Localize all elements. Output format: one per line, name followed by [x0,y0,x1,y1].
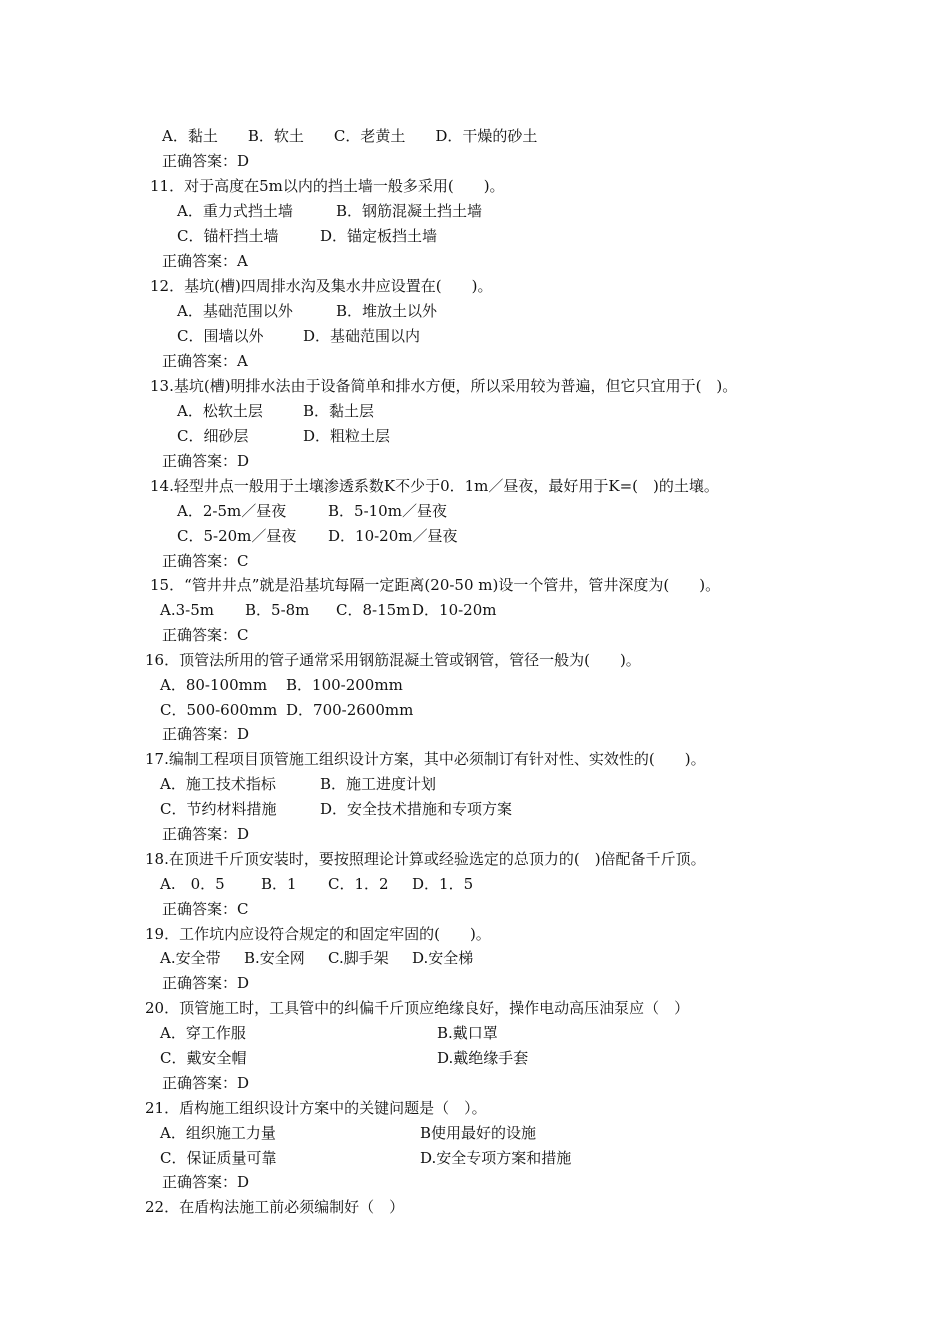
q17-option-d: D．安全技术措施和专项方案 [320,800,513,818]
q19-option-a: A.安全带 [160,949,221,967]
q12-option-c: C．围墙以外 [177,327,264,345]
q11-answer: 正确答案：A [162,252,248,270]
q13-answer: 正确答案：D [162,452,250,470]
question-16: 16．顶管法所用的管子通常采用钢筋混凝土管或钢管，管径一般为( )。 [145,651,641,669]
q18-option-b: B．1 [261,875,297,893]
q17-option-b: B．施工进度计划 [320,775,437,793]
q18-option-a: A. 0．5 [160,875,225,893]
question-14: 14.轻型井点一般用于土壤渗透系数K不少于0．1m／昼夜，最好用于K=( )的土壤。 [150,477,719,495]
question-13: 13.基坑(槽)明排水法由于设备简单和排水方便，所以采用较为普遍，但它只宜用于( )。 [150,377,738,395]
q11-option-c: C．锚杆挡土墙 [177,227,279,245]
options-line: A．黏土 B．软土 C．老黄土 D．干燥的砂土 [162,127,538,145]
q15-option-b: B．5-8m [245,601,310,619]
q13-option-a: A．松软土层 [177,402,263,420]
q16-option-b: B．100-200mm [286,676,403,694]
q17-option-c: C．节约材料措施 [160,800,277,818]
q14-option-c: C．5-20m／昼夜 [177,527,297,545]
q11-option-b: B．钢筋混凝土挡土墙 [336,202,483,220]
q16-option-a: A．80-100mm [160,676,268,694]
q17-answer: 正确答案：D [162,825,250,843]
q13-option-c: C．细砂层 [177,427,249,445]
q20-option-d: D.戴绝缘手套 [437,1049,529,1067]
q15-option-c: C．8-15m [336,601,411,619]
question-17: 17.编制工程项目顶管施工组织设计方案，其中必须制订有针对性、实效性的( )。 [145,750,706,768]
q19-answer: 正确答案：D [162,974,250,992]
q14-answer: 正确答案：C [162,552,249,570]
question-11: 11．对于高度在5m以内的挡土墙一般多采用( )。 [150,177,505,195]
q19-option-c: C.脚手架 [328,949,389,967]
q12-answer: 正确答案：A [162,352,248,370]
answer-line: 正确答案：D [162,152,250,170]
question-20: 20．顶管施工时，工具管中的纠偏千斤顶应绝缘良好，操作电动高压油泵应（ ） [145,999,690,1017]
q18-option-c: C．1．2 [328,875,389,893]
q11-option-a: A．重力式挡土墙 [177,202,293,220]
q16-answer: 正确答案：D [162,725,250,743]
question-12: 12．基坑(槽)四周排水沟及集水井应设置在( )。 [150,277,493,295]
q13-option-d: D．粗粒土层 [303,427,391,445]
q21-option-c: C．保证质量可靠 [160,1149,277,1167]
q19-option-d: D.安全梯 [412,949,474,967]
q12-option-d: D．基础范围以内 [303,327,421,345]
q20-option-c: C．戴安全帽 [160,1049,247,1067]
q19-option-b: B.安全网 [244,949,305,967]
q14-option-d: D．10-20m／昼夜 [328,527,458,545]
q15-option-a: A.3-5m [160,601,214,619]
q16-option-d: D．700-2600mm [286,701,414,719]
q18-option-d: D．1．5 [412,875,474,893]
q20-option-a: A．穿工作服 [160,1024,246,1042]
q21-answer: 正确答案：D [162,1173,250,1191]
question-22: 22．在盾构法施工前必须编制好（ ） [145,1198,405,1216]
q21-option-b: B使用最好的设施 [420,1124,537,1142]
q18-answer: 正确答案：C [162,900,249,918]
q15-option-d: D．10-20m [412,601,497,619]
question-15: 15．“管井井点”就是沿基坑每隔一定距离(20-50 m)设一个管井，管井深度为( )。 [150,576,721,594]
question-21: 21．盾构施工组织设计方案中的关键问题是（ ）。 [145,1099,487,1117]
q12-option-b: B．堆放土以外 [336,302,438,320]
q16-option-c: C．500-600mm [160,701,278,719]
q21-option-a: A．组织施工力量 [160,1124,276,1142]
q14-option-a: A．2-5m／昼夜 [177,502,287,520]
q11-option-d: D．锚定板挡土墙 [320,227,438,245]
q20-option-b: B.戴口罩 [437,1024,498,1042]
q15-answer: 正确答案：C [162,626,249,644]
q12-option-a: A．基础范围以外 [177,302,293,320]
q13-option-b: B．黏土层 [303,402,375,420]
q20-answer: 正确答案：D [162,1074,250,1092]
q17-option-a: A．施工技术指标 [160,775,276,793]
q21-option-d: D.安全专项方案和措施 [420,1149,572,1167]
q14-option-b: B．5-10m／昼夜 [328,502,447,520]
question-19: 19．工作坑内应设符合规定的和固定牢固的( )。 [145,925,491,943]
question-18: 18.在顶进千斤顶安装时，要按照理论计算或经验选定的总顶力的( )倍配备千斤顶。 [145,850,706,868]
